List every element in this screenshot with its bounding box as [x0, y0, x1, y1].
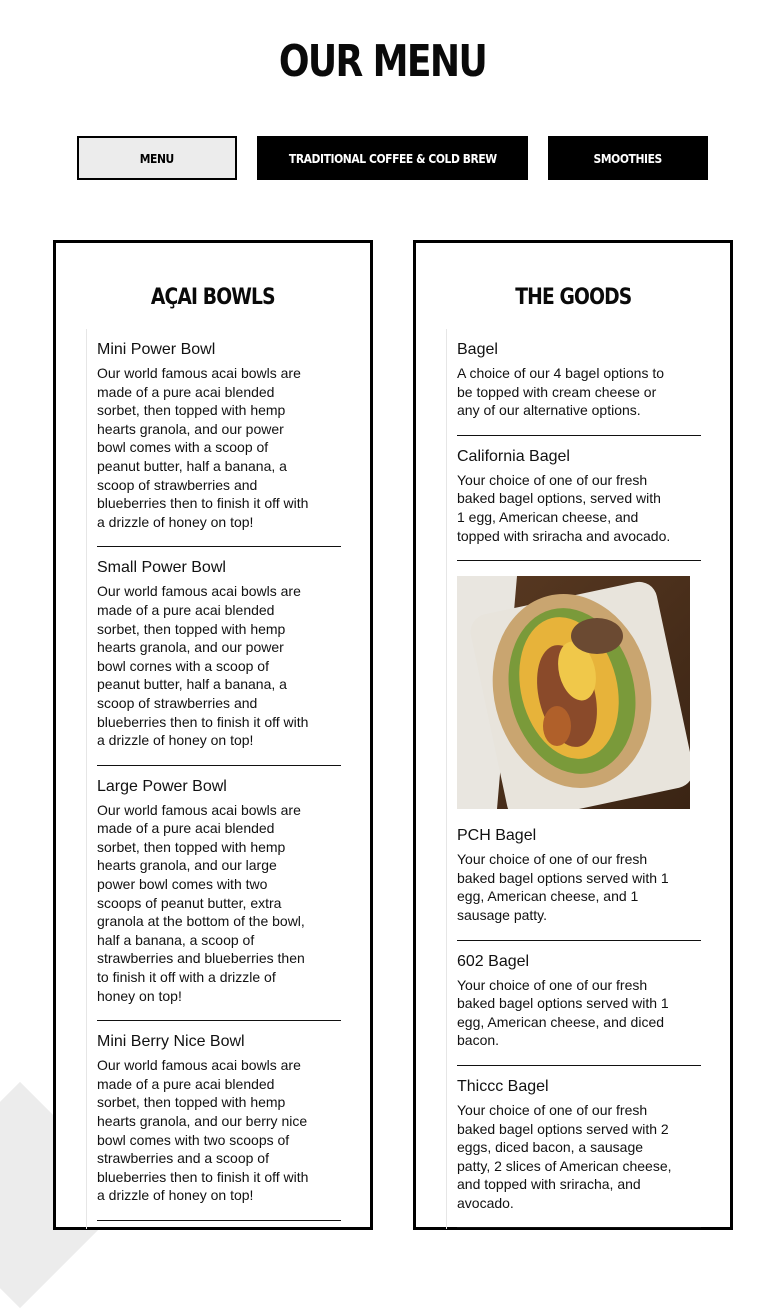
- item-name: Large Power Bowl: [97, 777, 227, 795]
- item-name: Thiccc Bagel: [457, 1077, 549, 1095]
- item-description: Our world famous acai bowls are made of a pure acai blended sorbet, then topped with hemp hearts granola, and our power bowl comes with a scoop of peanut butter, half a banana, a scoop of strawberries and blueberries then to finish it off with a drizzle of honey on top!: [97, 365, 309, 530]
- menu-item: [457, 436, 701, 561]
- the-goods-card: [413, 240, 733, 1230]
- menu-item: [457, 1066, 701, 1229]
- acai-bowls-card: [53, 240, 373, 1230]
- tab-menu[interactable]: [77, 136, 237, 180]
- page-title: OUR MENU: [278, 36, 487, 87]
- menu-item: [457, 329, 701, 436]
- item-description: Your choice of one of our fresh baked bagel options served with 1 egg, American cheese, and 1 sausage patty.: [457, 851, 669, 923]
- tab-menu-label: MENU: [139, 150, 175, 166]
- tab-smoothies[interactable]: [548, 136, 708, 180]
- item-name: Mini Berry Nice Bowl: [97, 1033, 245, 1051]
- tab-smoothies-label: SMOOTHIES: [593, 150, 663, 166]
- menu-item: [97, 329, 341, 547]
- tab-coffee-cold-brew[interactable]: [257, 136, 528, 180]
- item-name: PCH Bagel: [457, 827, 537, 845]
- section-title: AÇAI BOWLS: [151, 285, 275, 310]
- menu-item: [97, 547, 341, 765]
- item-description: A choice of our 4 bagel options to be topped with cream cheese or any of our alternative options.: [457, 365, 665, 419]
- bagel-sandwich-photo: [457, 576, 690, 809]
- menu-item: [97, 766, 341, 1022]
- menu-item: [97, 1021, 341, 1221]
- item-description: Your choice of one of our fresh baked bagel options served with 1 egg, American cheese, and diced bacon.: [457, 976, 669, 1049]
- menu-item-list: [446, 329, 701, 1229]
- item-name: Mini Power Bowl: [97, 341, 216, 358]
- item-description: Our world famous acai bowls are made of a pure acai blended sorbet, then topped with hemp hearts granola, and our berry nice bowl comes with two scoops of strawberries and a scoop of blueberries then to finish it off with a drizzle of honey on top!: [97, 1057, 309, 1204]
- item-name: California Bagel: [457, 447, 570, 465]
- menu-item-list: [86, 329, 341, 1229]
- item-name: Small Power Bowl: [97, 559, 226, 577]
- item-description: Your choice of one of our fresh baked bagel options served with 2 eggs, diced bacon, a sausage patty, 2 slices of American cheese, and topped with sriracha, and avocado.: [457, 1101, 672, 1211]
- menu-item: [457, 815, 701, 940]
- item-description: Your choice of one of our fresh baked bagel options, served with 1 egg, American cheese, and topped with sriracha and avocado.: [457, 471, 671, 544]
- item-description: Our world famous acai bowls are made of a pure acai blended sorbet, then topped with hemp hearts granola, and our power bowl cornes with a scoop of peanut butter, half a banana, a scoop of strawberries and blueberries then to finish it off with a drizzle of honey on top!: [97, 583, 309, 749]
- section-title: THE GOODS: [514, 285, 632, 310]
- item-description: Our world famous acai bowls are made of a pure acai blended sorbet, then topped with hemp hearts granola, and our large power bowl comes with two scoops of peanut butter, extra granola at the bottom of the bowl, half a banana, a scoop of strawberries and blueberries then to finish it off with a drizzle of honey on top!: [97, 801, 305, 1004]
- item-name: 602 Bagel: [457, 952, 530, 970]
- menu-item: [457, 941, 701, 1066]
- tab-coffee-label: TRADITIONAL COFFEE & COLD BREW: [288, 150, 497, 166]
- item-name: Bagel: [457, 341, 498, 358]
